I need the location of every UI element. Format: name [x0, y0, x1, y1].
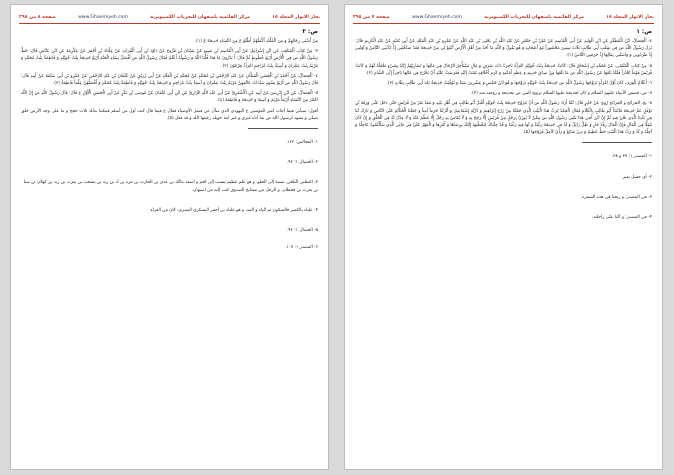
footnote: ۴- في المصدر: و أكبا على راحلته.: [592, 215, 652, 221]
header-center-name: مركز القائمية باصفهان للتحريات الكمبيوترية: [150, 14, 250, 20]
footnote: ۵- الخصال ١: ٩۶.: [286, 228, 318, 234]
footnote: ۴- علياء بالكسر فالسكون ثم الياء و المد، و هو علياء بن أحمر اليشكري البصري، كان من القراء.: [149, 207, 318, 213]
page-header: [19, 12, 320, 22]
footnote: ٣- القطبي البلخي. نسبة إلى الحلو، و هو علم عظيم يتسب إلى لخم و اسمه مالك بن عدى بن الحارث بن مرة بن اد بن زيد بن يشجب بن يعرب بن زيد بن كهلان بن سبا بن يعرب بن قحطان، و الرجل من مشايخ الصدوق كتب إليه من اصبهان.: [23, 180, 318, 193]
text-paragraph: أقول: سيأتي فيما أجاب أمير المؤمنين ع اليهودي الذي سأل عن فضل الأوصياء فقال ع فيما قال كنت أول من أسلم فمكثنا بذلك ثلاث حجج و ما على وجه الأرض خلق يصلي و يشهد لرسول الله ص بما آتاه غيري و غير ابنة خويلد رحمها الله و قد فعل (٥).: [21, 108, 318, 121]
header-book-title: بحار الانوار المجلد ١٥: [606, 14, 654, 20]
header-page-number: صفحة ٨ من ٢٩٥: [19, 14, 56, 20]
page-body: [355, 29, 652, 463]
footnote: ٢- الخصال ١: ٩۶.: [286, 160, 318, 166]
text-paragraph: ٥- الْخِصَالُ، عَنِ ابْنِ إِدْرِيسَ عَنْ أَبِيهِ عَنِ الْأَشْعَرِيِّ عَنْ أَبِي عَبْدِ اللَّهِ الرَّازِيِّ عَنِ ابْنِ أَبِي عُثْمَانَ عَنْ مُوسَى بْنِ بَكْرٍ عَنْ أَبِي الْحَسَنِ الْأَوَّلِ ع قَالَ: قَالَ رَسُولُ اللَّهِ صَ إِنَّ اللَّهَ اخْتَارَ مِنَ النِّسَاءِ أَرْبَعاً مَرْيَمَ وَ آسِيَةَ وَ خَدِيجَةَ وَ فَاطِمَةَ (٤).: [21, 91, 318, 104]
header-center-name: مركز القائمية باصفهان للتحريات الكمبيوترية: [484, 14, 584, 20]
text-paragraph: ٦- أَعْلَامُ الْوَرَى، كَانَ أَوَّلَ امْرَأَةٍ تَزَوَّجَهَا رَسُولُ اللَّهِ صَ خَدِيجَةُ بِنْتُ خُوَيْلِدٍ تَزَوَّجَهَا وَ هُوَ ابْنُ خَمْسٍ وَ عِشْرِينَ سَنَةً وَ تُوُفِّيَتْ خَدِيجَةُ بَعْدَ أَبِي طَالِبٍ بِثَلَاثٍ (٣).: [386, 81, 652, 87]
footnote-divider: [248, 128, 318, 129]
header-website[interactable]: www.Ghaemiyeh.com: [78, 14, 128, 20]
document-page-left: [10, 4, 329, 470]
text-paragraph: ٧- ص، قصص الأنبياء عليهم السلام و كان لخديجة عليها السلام تزويج النبي ص بخديجة و زوجته منه (۴).: [470, 91, 652, 97]
text-paragraph: مِنْ أَسْنَى رِجَالِهِمْ وَ مِنَ الْمُلْكِ أَكْمَلُهُمْ أَطْلَعَ عَ مِنَ النِّسَاءِ خَدِيجَةَ عَ (١).: [194, 39, 318, 44]
footnote: ٣- في المصدر: و ربحنا في هذه السفرة.: [580, 194, 652, 200]
text-paragraph: ٤- الْخِصَالُ، عَنْ أَحْمَدَ بْنِ الْحَسَنِ الْقَطَّانِ عَنْ عَبْدِ الرَّحْمَنِ بْنِ مُحَمَّدٍ عَنْ مُحَمَّدِ بْنِ الْعَلَاءِ عَنْ أَبِي زُرَيْقٍ عَنْ عُثْمَانَ بْنِ عَبْدِ الرَّحْمَنِ عَنْ عَمْرِو بْنِ أَبِي سَلَمَةَ عَنْ أَبِيهِ قَالَ: قَالَ رَسُولُ اللَّهِ صَ أَرْبَعُ نِسْوَةٍ سَيِّدَاتُ عَالَمِهِنَّ مَرْيَمُ بِنْتُ عِمْرَانَ وَ آسِيَةُ بِنْتُ مُزَاحِمٍ وَ خَدِيجَةُ بِنْتُ خُوَيْلِدٍ وَ فَاطِمَةُ بِنْتُ مُحَمَّدٍ وَ أَفْضَلُهُنَّ عِلْماً فَاطِمَةُ (٣).: [21, 73, 318, 87]
document-page-right: [344, 4, 663, 470]
header-book-title: بحار الانوار المجلد ١٥: [272, 14, 320, 20]
footnote: ١- المجالس: ١۶٢.: [285, 140, 318, 146]
header-divider: [19, 23, 320, 24]
page-title: ص: ١: [636, 29, 652, 35]
header-divider: [353, 23, 654, 24]
header-website[interactable]: www.Ghaemiyeh.com: [412, 14, 462, 20]
page-title: ص: ٢: [302, 29, 318, 35]
page-header: [353, 12, 654, 22]
header-page-number: صفحة ٧ من ٢٩٥: [353, 14, 390, 20]
text-paragraph: ٤- الْخِصَالُ، ابْنُ الْمُظَفَّرِ عَنِ ابْنِ الْوَلِيدِ عَنْ أَبِي الْقَاسِمِ عَنْ عَلِيِّ بْنِ جَعْفَرٍ عَنْ عَبْدِ اللَّهِ بْنِ يَحْيَى بْنِ عَبْدِ اللَّهِ عَنْ عَمْرِو بْنِ عَبْدِ الْمَلِكِ عَنْ أَبِي نُعَيْمٍ عَنْ عَبْدِ الْكَرِيمِ قَالَ: نَزَلَ رَسُولُ اللَّهِ صَ فِي شِعْبِ أَبِي طَالِبٍ ثَلَاثَ سِنِينَ مَحْصُوراً مَعَ أَصْحَابِهِ وَ هُوَ يَقُولُ وَ اللَّهِ مَا أَحَدٌ مِنْ أَهْلِ الْأَرْضِ أَنْفَعُ لِي مِنْ خَدِيجَةَ فَقَدْ صَدَّقَتْنِي إِذْ كَذَّبَنِي النَّاسُ وَ آوَتْنِي إِذْ طَرَدُونِي وَ وَاسَتْنِي بِمَالِهَا إِذْ حَرَمَنِي النَّاسُ (١).: [355, 39, 652, 59]
text-paragraph: ٨- يج، الخرائج و الجرائح رُوِيَ عَنْ جَابِرٍ قَالَ: لَمَّا أَرَادَ رَسُولُ اللَّهِ صَ أَنْ يَتَزَوَّجَ خَدِيجَةَ بِنْتَ خُوَيْلِدٍ أَقْبَلَ أَبُو طَالِبٍ فِي أَهْلِ بَيْتِهِ وَ مَعَهُ نَفَرٌ مِنْ قُرَيْشٍ حَتَّى دَخَلَ عَلَى وَرَقَةَ بْنِ نَوْفَلٍ عَمِّ خَدِيجَةَ فَابْتَدَأَ أَبُو طَالِبٍ بِالْكَلَامِ فَقَالَ الْحَمْدُ لِرَبِّ هَذَا الْبَيْتِ الَّذِي جَعَلَنَا مِنْ زَرْعِ إِبْرَاهِيمَ وَ ذُرِّيَّةِ إِسْمَاعِيلَ وَ أَنْزَلَنَا حَرَماً آمِناً وَ جَعَلَنَا الْحُكَّامَ عَلَى النَّاسِ وَ بَارَكَ لَنَا فِي بَلَدِنَا الَّذِي نَحْنُ فِيهِ ثُمَّ إِنَّ ابْنَ أَخِي هَذَا يَعْنِي رَسُولَ اللَّهِ صَ مِمَّنْ لَا يُوزَنُ بِرَجُلٍ مِنْ قُرَيْشٍ إِلَّا رَجَحَ بِهِ وَ لَا يُقَاسُ بِهِ رَجُلٌ إِلَّا عَظُمَ عَنْهُ وَ لَا عِدْلَ لَهُ فِي الْخَلْقِ وَ إِنْ كَانَ مُقِلًّا فِي الْمَالِ فَإِنَّ الْمَالَ رِفْدٌ جَارٍ وَ ظِلٌّ زَائِلٌ وَ لَهُ فِي خَدِيجَةَ رَغْبَةٌ وَ لَهَا فِيهِ رَغْبَةٌ وَ قَدْ جِئْنَاكَ لِنَخْطُبَهَا إِلَيْكَ بِرِضَاهَا وَ أَمْرِهَا وَ الْمَهْرُ عَلَيَّ فِي مَالِي الَّذِي سَأَلْتُمُوهُ عَاجِلُهُ وَ آجِلُهُ وَ لَهُ وَ رَبِّ هَذَا الْبَيْتِ حَظٌّ عَظِيمٌ وَ دِينٌ شَائِعٌ وَ رَأْيٌ كَامِلٌ فَزَوَّجَهَا (۵).: [355, 101, 652, 136]
page-body: [21, 29, 318, 463]
text-paragraph: ٣- مِنْ كِتَابِ الْمَنَاقِبِ عَنِ ابْنِ إِسْرَائِيلَ عَنْ أَبِي الْقَاسِمِ بْنِ سَبِيعٍ عَنْ شَيْبَانَ بْنِ فَرُّوخَ عَنْ دَاوُدَ بْنِ أَبِي الْفُرَاتِ عَنْ عِلْبَاءَ بْنِ أَحْمَرَ عَنْ عِكْرِمَةَ عَنِ ابْنِ عَبَّاسٍ قَالَ: خَطَّ رَسُولُ اللَّهِ صَ فِي الْأَرْضِ أَرْبَعَ خُطُوطٍ ثُمَّ قَالَ: أَ تَدْرُونَ مَا هَذَا قُلْنَا اللَّهُ وَ رَسُولُهُ أَعْلَمُ فَقَالَ رَسُولُ اللَّهِ صَ أَفْضَلُ نِسَاءِ الْجَنَّةِ أَرْبَعٌ خَدِيجَةُ بِنْتُ خُوَيْلِدٍ وَ فَاطِمَةُ بِنْتُ مُحَمَّدٍ وَ مَرْيَمُ بِنْتُ عِمْرَانَ وَ آسِيَةُ بِنْتُ مُزَاحِمٍ امْرَأَةُ فِرْعَوْنَ (٢).: [21, 49, 318, 69]
footnote: ١- المصدر ١: ٣٧ و ٣٨.: [611, 154, 652, 160]
footnote: ۶- المصدر ١: ١٠٧.: [284, 245, 318, 251]
footnote: ٢- أي حسل بعير.: [621, 174, 652, 180]
footnote-divider: [582, 142, 652, 143]
text-paragraph: ٥- مِنْ كِتَابِ الْمُنْتَقَى، عَنْ مُحَمَّدِ بْنِ إِسْحَاقَ قَالَ: كَانَتْ خَدِيجَةُ بِنْتُ خُوَيْلِدٍ امْرَأَةً تَاجِرَةً ذَاتَ شَرَفٍ وَ مَالٍ تَسْتَأْجِرُ الرِّجَالَ فِي مَالِهَا وَ تُضَارِبُهُمْ إِيَّاهُ بِشَيْءٍ تَجْعَلُهُ لَهُمْ وَ كَانَتْ قُرَيْشٌ قَوْماً تُجَّاراً فَلَمَّا بَلَغَهَا عَنْ رَسُولِ اللَّهِ صَ مَا بَلَغَهَا مِنْ صِدْقِ حَدِيثِهِ وَ عِظَمِ أَمَانَتِهِ وَ كَرَمِ أَخْلَاقِهِ بَعَثَتْ إِلَيْهِ فَعَرَضَتْ عَلَيْهِ أَنْ يَخْرُجَ فِي مَالِهَا تَاجِراً إِلَى الشَّامِ (٢).: [355, 63, 652, 76]
